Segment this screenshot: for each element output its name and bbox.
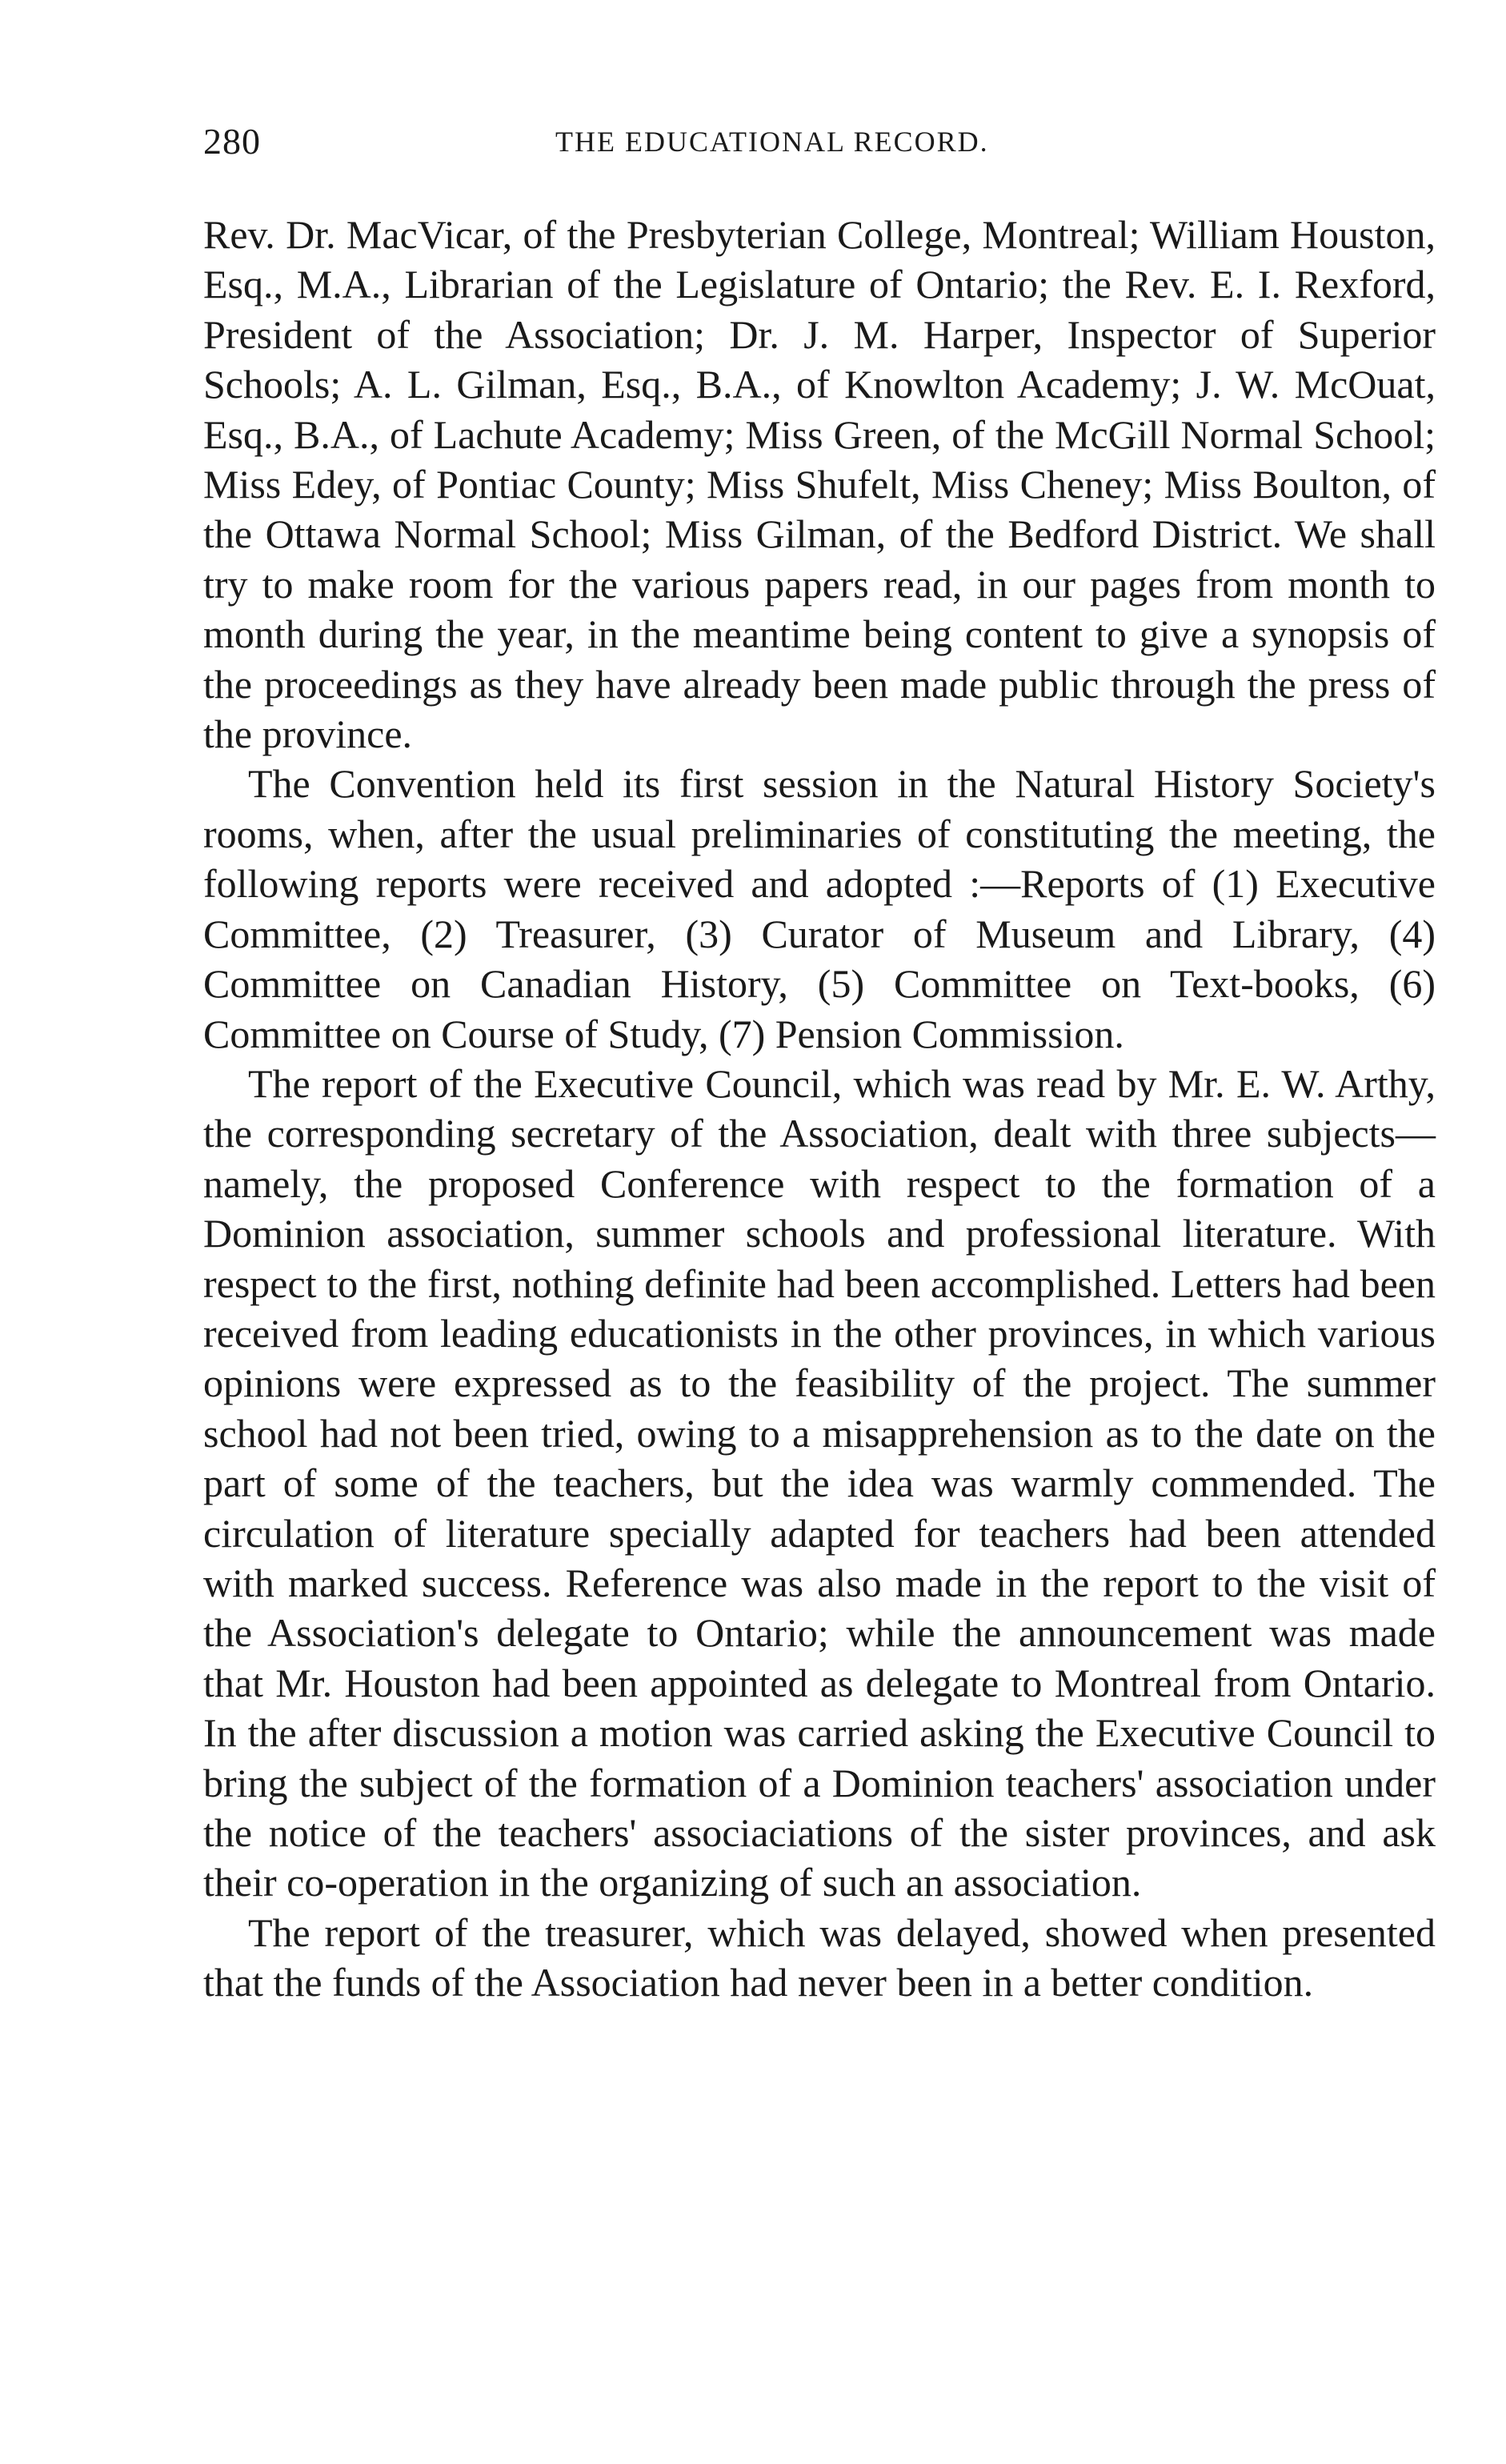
paragraph-attendees: Rev. Dr. MacVicar, of the Presbyterian College, Montreal; William Houston, Esq., M.A., Librarian of the Legislature of Ontario; the Rev. E. I. Rexford, President of the Association; Dr. J. M. Harper, Inspector of Superior Schools; A. L. Gilman, Esq., B.A., of Knowlton Academy; J. W. McOuat, Esq., B.A., of Lachute Academy; Miss Green, of the McGill Normal School; Miss Edey, of Pontiac County; Miss Shufelt, Miss Cheney; Miss Boulton, of the Ottawa Normal School; Miss Gilman, of the Bedford District. We shall try to make room for the various papers read, in our pages from month to month during the year, in the meantime being content to give a synopsis of the proceedings as they have already been made public through the press of the province. xyxy=(203,212,1436,757)
paragraph-executive-report: The report of the Executive Council, which was read by Mr. E. W. Arthy, the corresponding secretary of the Association, dealt with three subjects—namely, the proposed Conference with respect to the formation of a Dominion association, summer schools and professional literature. With respect to the first, nothing definite had been accomplished. Letters had been received from leading educationists in the other provinces, in which various opinions were expressed as to the feasibility of the project. The summer school had not been tried, owing to a misapprehension as to the date on the part of some of the teachers, but the idea was warmly commended. The circulation of literature specially adapted for teachers had been attended with marked success. Reference was also made in the report to the visit of the Association's delegate to Ontario; while the announcement was made that Mr. Houston had been appointed as delegate to Montreal from Ontario. In the after discussion a motion was carried asking the Executive Council to bring the subject of the formation of a Dominion teachers' association under the notice of the teachers' associaciations of the sister provinces, and ask their co-operation in the organizing of such an association. xyxy=(203,1060,1436,1905)
journal-title: THE EDUCATIONAL RECORD. xyxy=(555,126,989,158)
paragraph-first-session: The Convention held its first session in the Natural History Society's rooms, when, after the usual preliminaries of constituting the meeting, the following reports were received and adopted :—Reports of (1) Executive Committee, (2) Treasurer, (3) Curator of Museum and Library, (4) Committee on Canadian History, (5) Committee on Text-books, (6) Committee on Course of Study, (7) Pension Commission. xyxy=(203,761,1436,1056)
paragraph-treasurer-report: The report of the treasurer, which was delayed, showed when presented that the funds of the Association had never been in a better condition. xyxy=(203,1909,1436,2005)
page-number: 280 xyxy=(203,121,261,162)
running-head xyxy=(203,120,1436,184)
article-body xyxy=(203,210,1436,2008)
journal-page xyxy=(203,120,1436,2008)
